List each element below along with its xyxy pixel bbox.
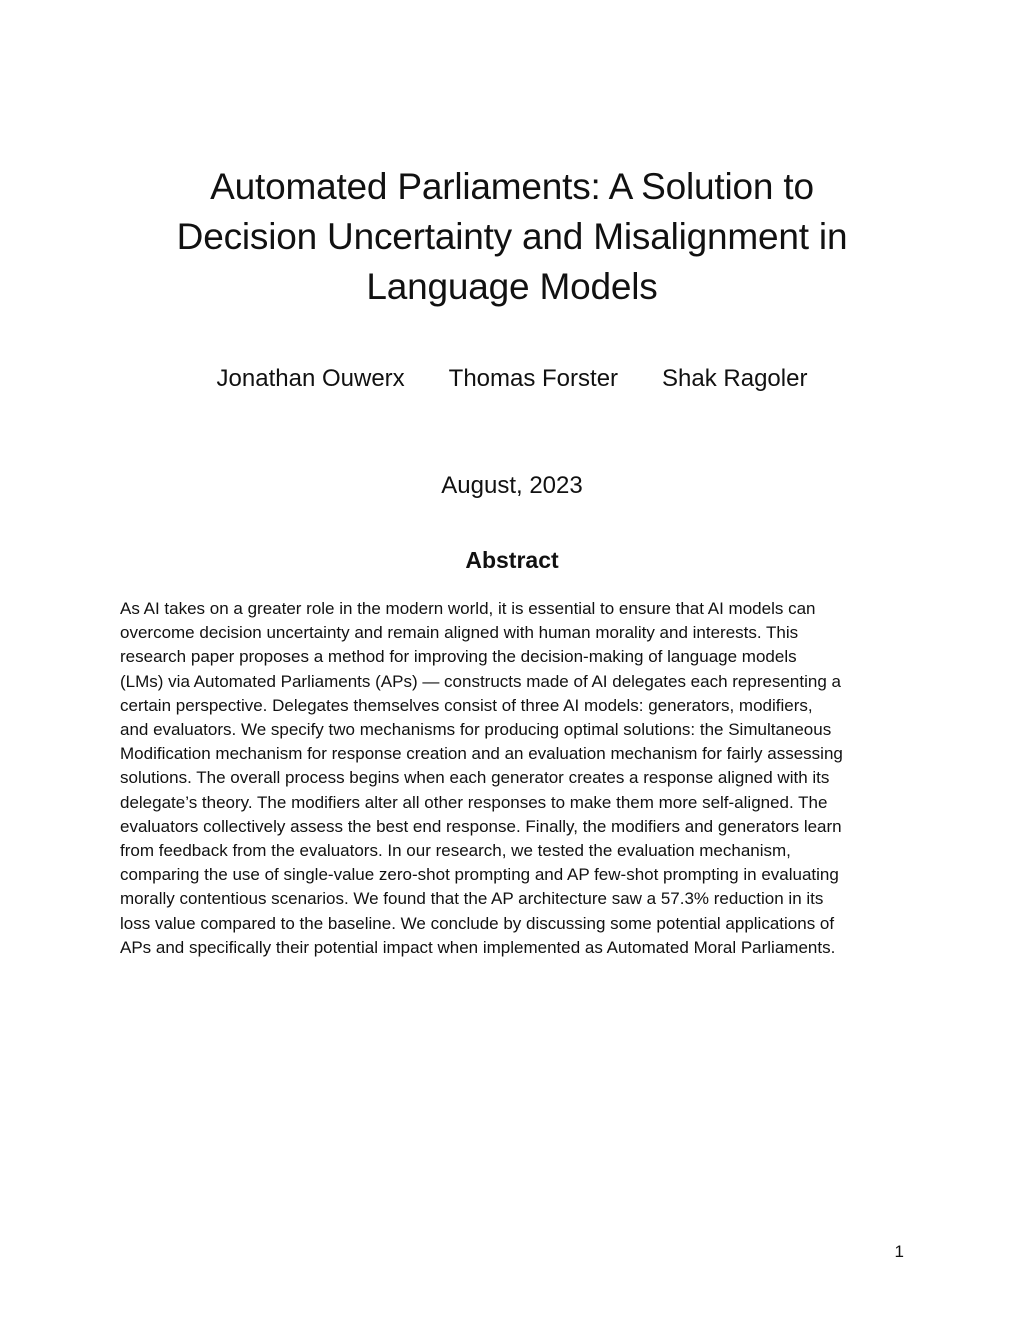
publication-date: August, 2023 <box>441 472 583 499</box>
abstract-line: loss value compared to the baseline. We conclude by discussing some potential applications of <box>120 913 835 933</box>
abstract-line: comparing the use of single-value zero-shot prompting and AP few-shot prompting in evaluating <box>120 865 839 885</box>
title-line: Decision Uncertainty and Misalignment in <box>176 216 848 257</box>
abstract-line: delegate’s theory. The modifiers alter all other responses to make them more self-aligned. The <box>120 792 828 812</box>
abstract-line: research paper proposes a method for improving the decision-making of language models <box>120 647 797 667</box>
author-list <box>0 364 1024 394</box>
author-name: Shak Ragoler <box>662 365 808 392</box>
abstract-line: Modification mechanism for response creation and an evaluation mechanism for fairly assessing <box>120 744 843 764</box>
page-number: 1 <box>894 1242 904 1261</box>
abstract-line: As AI takes on a greater role in the modern world, it is essential to ensure that AI models can <box>120 599 816 618</box>
abstract-line: overcome decision uncertainty and remain aligned with human morality and interests. This <box>120 623 799 643</box>
abstract-line: evaluators collectively assess the best end response. Finally, the modifiers and generators learn <box>120 816 842 836</box>
paper-title <box>110 162 914 312</box>
abstract-body <box>120 597 920 960</box>
title-line: Language Models <box>366 266 658 307</box>
abstract-heading: Abstract <box>465 547 559 573</box>
title-line: Automated Parliaments: A Solution to <box>210 166 814 207</box>
abstract-line: solutions. The overall process begins when each generator creates a response aligned with its <box>120 768 830 788</box>
abstract-line: APs and specifically their potential impact when implemented as Automated Moral Parliaments. <box>120 937 836 957</box>
abstract-line: (LMs) via Automated Parliaments (APs) — constructs made of AI delegates each representing a <box>120 671 841 691</box>
abstract-line: morally contentious scenarios. We found that the AP architecture saw a 57.3% reduction in its <box>120 889 824 909</box>
abstract-line: and evaluators. We specify two mechanisms for producing optimal solutions: the Simultaneous <box>120 720 832 740</box>
abstract-line: from feedback from the evaluators. In our research, we tested the evaluation mechanism, <box>120 841 791 861</box>
author-name: Thomas Forster <box>448 365 619 392</box>
author-name: Jonathan Ouwerx <box>216 365 405 392</box>
abstract-line: certain perspective. Delegates themselves consist of three AI models: generators, modifiers, <box>120 695 813 715</box>
